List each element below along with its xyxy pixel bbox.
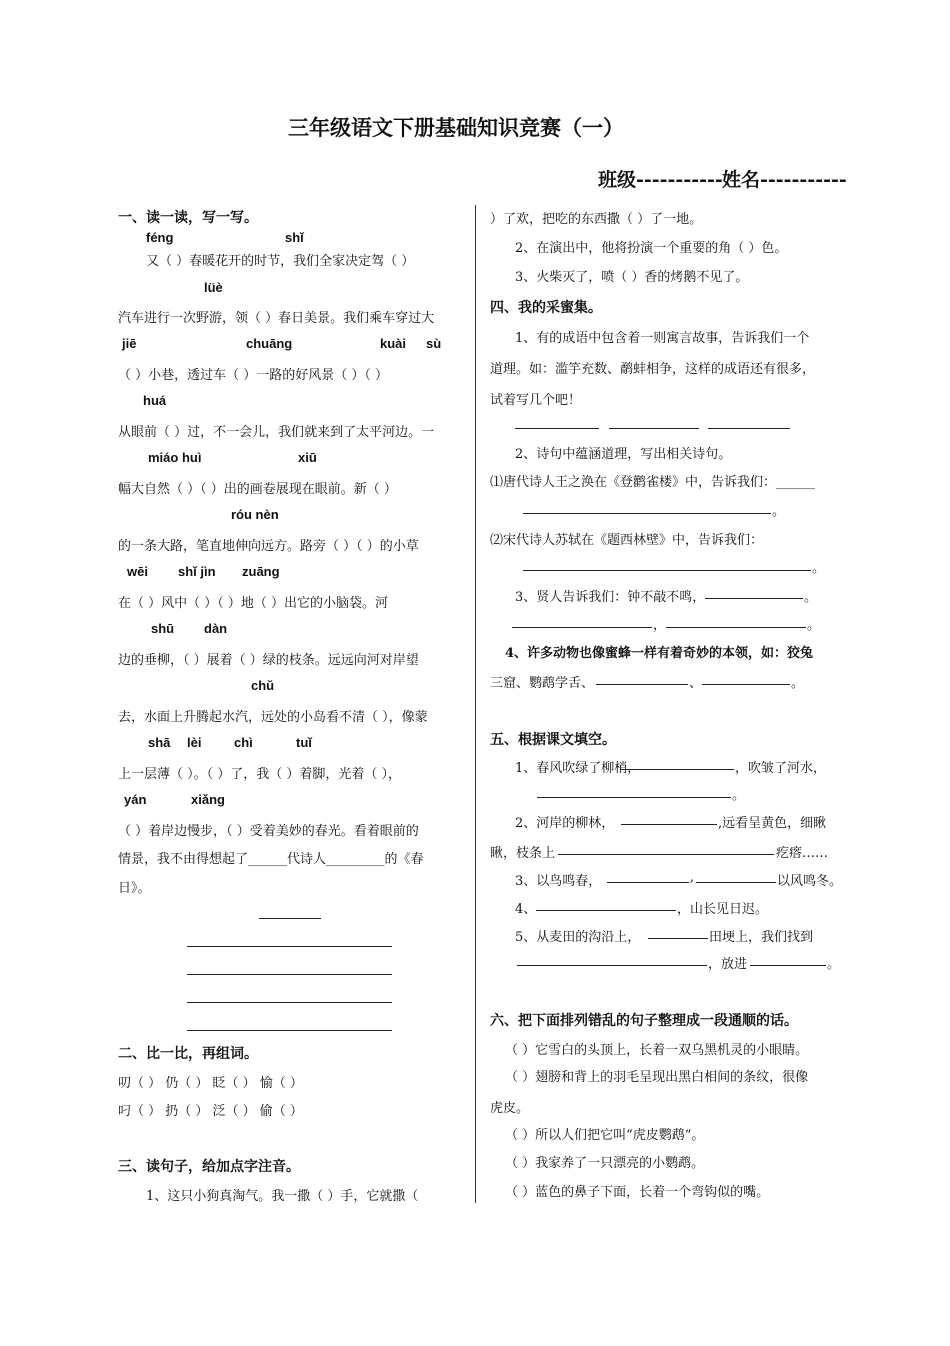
- text-line: ，山长见日迟。: [677, 902, 769, 917]
- section-5-title: 五、根据课文填空。: [490, 731, 616, 747]
- order-item: （ ）翅膀和背上的羽毛呈现出黑白相间的条纹，很像: [505, 1070, 809, 1085]
- text-line: 情景，我不由得想起了______代诗人_________的《春: [118, 852, 424, 867]
- period: 。: [807, 618, 821, 633]
- answer-line[interactable]: [621, 824, 717, 825]
- name-field: 姓名-----------: [722, 169, 847, 191]
- pinyin: xiū: [298, 450, 317, 465]
- text-line: 4、: [515, 902, 537, 917]
- pinyin: chuāng: [246, 336, 293, 351]
- pinyin: jiē: [122, 336, 137, 351]
- answer-line[interactable]: [523, 513, 771, 514]
- section-1-title: 一、读一读，写一写。: [118, 209, 258, 225]
- answer-line[interactable]: [609, 428, 699, 429]
- order-item: （ ）蓝色的鼻子下面，长着一个弯钩似的嘴。: [505, 1185, 770, 1200]
- answer-line[interactable]: [512, 627, 652, 628]
- text-line: 3、火柴灭了，喷（ ）香的烤鹅不见了。: [515, 270, 749, 285]
- period: 。: [732, 788, 746, 803]
- pinyin: chì: [234, 735, 253, 750]
- text-line: （ ）着岸边慢步，（ ）受着美妙的春光。看着眼前的: [118, 824, 419, 839]
- answer-line[interactable]: [620, 769, 734, 770]
- pinyin: tuǐ: [296, 735, 312, 750]
- text-line: ，吹皱了河水，: [735, 761, 827, 776]
- text-line: 3、以鸟鸣春，: [515, 874, 602, 889]
- text-line: 上一层薄（ ）。（ ）了，我（ ）着脚，光着（ ），: [118, 767, 402, 782]
- word-row: 叨（ ） 仍（ ） 眨（ ） 愉（ ）: [118, 1076, 303, 1091]
- text-line: 疙瘩……: [776, 846, 829, 861]
- answer-line[interactable]: [517, 965, 707, 966]
- text-line: 5、从麦田的沟沿上，: [515, 930, 641, 945]
- answer-line[interactable]: [187, 1002, 392, 1003]
- pinyin: sù: [426, 336, 442, 351]
- period: 。: [804, 590, 818, 605]
- text-line: ）了欢，把吃的东西撒（ ）了一地。: [490, 212, 703, 227]
- answer-line[interactable]: [708, 428, 790, 429]
- text-line: 幅大自然（ ）（ ）出的画卷展现在眼前。新（ ）: [118, 482, 397, 497]
- text-line: 1、春风吹绿了柳梢，: [515, 761, 641, 776]
- text-line: 又（ ）春暖花开的时节，我们全家决定驾（ ）: [146, 254, 415, 269]
- text-line: 瞅，枝条上: [490, 846, 556, 861]
- text-line: ,远看呈黄色，细瞅: [718, 816, 827, 831]
- text-line: （ ）小巷，透过车（ ）一路的好风景（ ）（ ）: [118, 368, 389, 383]
- text-line: 试着写几个吧！: [490, 393, 582, 408]
- comma: ,: [690, 870, 695, 885]
- text-line: ⑵宋代诗人苏轼在《题西林壁》中，告诉我们：: [490, 533, 764, 548]
- section-6-title: 六、把下面排列错乱的句子整理成一段通顺的话。: [490, 1012, 798, 1028]
- pinyin: shǐ jìn: [178, 564, 216, 579]
- text-line: 1、这只小狗真淘气。我一撒（ ）手，它就撒（: [146, 1189, 419, 1204]
- text-line: 从眼前（ ）过，不一会儿，我们就来到了太平河边。一: [118, 425, 435, 440]
- pinyin: shā: [148, 735, 171, 750]
- text-line: 汽车进行一次野游，领（ ）春日美景。我们乘车穿过大: [118, 311, 435, 326]
- pinyin: xiǎng: [191, 792, 225, 807]
- period: 。: [812, 561, 826, 576]
- period: 。: [772, 504, 786, 519]
- page-title: 三年级语文下册基础知识竞赛（一）: [288, 115, 624, 140]
- answer-line[interactable]: [187, 1030, 392, 1031]
- text-line: 道理。如：滥竽充数、鹬蚌相争，这样的成语还有很多，: [490, 362, 816, 377]
- text-line: 边的垂柳，（ ）展着（ ）绿的枝条。远远向河对岸望: [118, 653, 419, 668]
- text-line: 三窟、鹦鹉学舌、: [490, 676, 595, 691]
- text-line: 的一条大路，笔直地伸向远方。路旁（ ）（ ）的小草: [118, 539, 419, 554]
- pinyin: yán: [124, 792, 147, 807]
- answer-line[interactable]: [648, 938, 708, 939]
- order-item: （ ）所以人们把它叫“虎皮鹦鹉”。: [505, 1128, 705, 1143]
- text-line: 1、有的成语中包含着一则寓言故事，告诉我们一个: [515, 331, 810, 346]
- text-line: 2、在演出中，他将扮演一个重要的角（ ）色。: [515, 241, 788, 256]
- pinyin: chǔ: [251, 678, 275, 693]
- answer-line[interactable]: [558, 854, 774, 855]
- answer-line[interactable]: [607, 882, 689, 883]
- answer-line[interactable]: [187, 946, 392, 947]
- comma: ，: [653, 618, 667, 633]
- pinyin: wēi: [127, 564, 148, 579]
- text-line: 去，水面上升腾起水汽，远处的小岛看不清（ ），像蒙: [118, 710, 428, 725]
- answer-line[interactable]: [259, 918, 321, 919]
- text-line: 2、诗句中蕴涵道理，写出相关诗句。: [515, 447, 732, 462]
- period: 。: [791, 676, 805, 691]
- text-line: 虎皮。: [490, 1101, 530, 1116]
- section-4-title: 四、我的采蜜集。: [490, 299, 602, 315]
- answer-line[interactable]: [515, 428, 599, 429]
- separator: 、: [689, 676, 703, 691]
- column-divider: [475, 205, 476, 1203]
- answer-line[interactable]: [523, 570, 811, 571]
- section-3-title: 三、读句子，给加点字注音。: [118, 1158, 300, 1174]
- answer-line[interactable]: [187, 974, 392, 975]
- section-2-title: 二、比一比，再组词。: [118, 1045, 258, 1061]
- text-line: 在（ ）风中（ ）（ ）地（ ）出它的小脑袋。河: [118, 596, 389, 611]
- answer-line[interactable]: [536, 910, 676, 911]
- text-line: 以风鸣冬。: [777, 874, 843, 889]
- text-line: ⑴唐代诗人王之涣在《登鹳雀楼》中，告诉我们：______: [490, 475, 816, 490]
- pinyin: róu nèn: [231, 507, 279, 522]
- pinyin: lèi: [187, 735, 202, 750]
- pinyin: lüè: [204, 280, 223, 295]
- pinyin: dàn: [204, 621, 228, 636]
- pinyin: kuài: [380, 336, 407, 351]
- order-item: （ ）我家养了一只漂亮的小鹦鹉。: [505, 1156, 705, 1171]
- answer-line[interactable]: [537, 797, 731, 798]
- text-line: 日》。: [118, 881, 151, 896]
- answer-line[interactable]: [750, 965, 826, 966]
- pinyin: shū: [151, 621, 175, 636]
- text-line: 4、许多动物也像蜜蜂一样有着奇妙的本领，如：狡兔: [505, 646, 814, 661]
- answer-line[interactable]: [666, 627, 806, 628]
- order-item: （ ）它雪白的头顶上，长着一双乌黑机灵的小眼睛。: [505, 1043, 809, 1058]
- period: 。: [827, 957, 841, 972]
- answer-line[interactable]: [702, 684, 790, 685]
- answer-line[interactable]: [596, 684, 688, 685]
- word-row: 叼（ ） 扔（ ） 泛（ ） 偷（ ）: [118, 1104, 303, 1119]
- text-line: 3、贤人告诉我们：钟不敲不鸣，: [515, 590, 706, 605]
- pinyin: féng: [146, 230, 174, 245]
- class-field: 班级-----------: [598, 169, 723, 191]
- text-line: 2、河岸的柳林，: [515, 816, 615, 831]
- text-line: ，放进: [708, 957, 748, 972]
- pinyin: miáo huì: [148, 450, 202, 465]
- answer-line[interactable]: [696, 882, 776, 883]
- pinyin: shǐ: [285, 230, 304, 245]
- answer-line[interactable]: [705, 598, 803, 599]
- text-line: 田埂上，我们找到: [709, 930, 814, 945]
- pinyin: huá: [143, 393, 167, 408]
- pinyin: zuāng: [242, 564, 280, 579]
